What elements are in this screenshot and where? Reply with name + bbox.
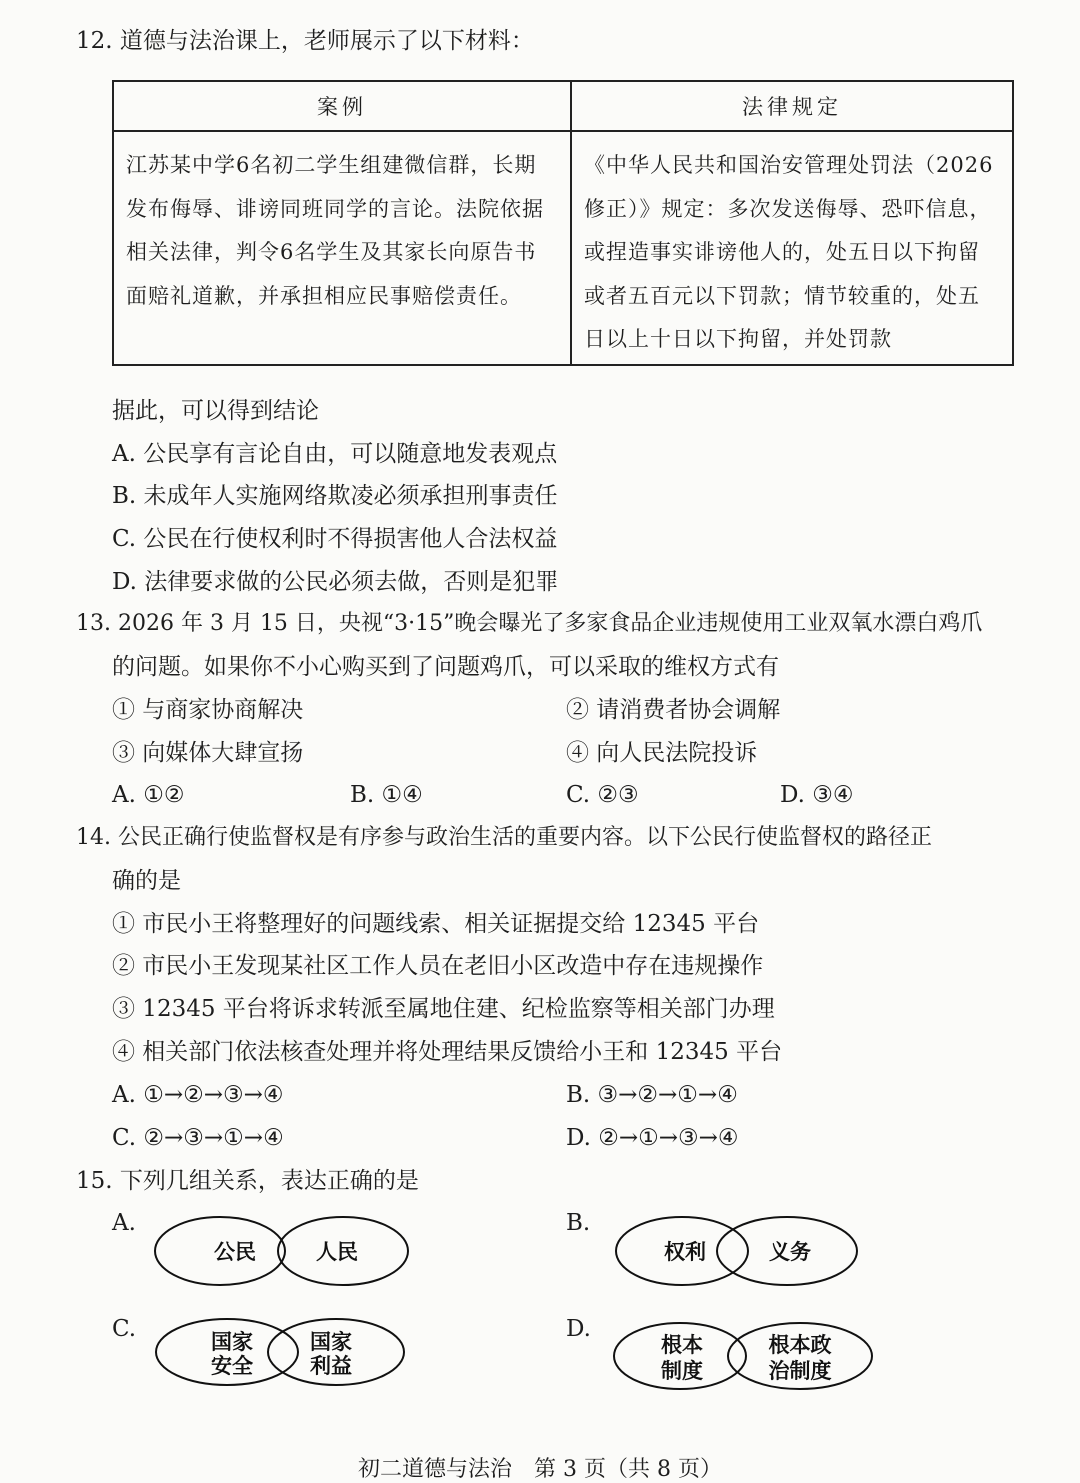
q13-item-4: ④ 向人民法院投诉 xyxy=(566,740,758,766)
q13-item-3: ③ 向媒体大肆宣扬 xyxy=(112,740,304,766)
venn-label-left-1: 根本 xyxy=(661,1333,703,1357)
q13-option-d: D. ③④ xyxy=(780,782,854,808)
venn-label-right: 人民 xyxy=(316,1240,358,1264)
q12-option-d: D. 法律要求做的公民必须去做，否则是犯罪 xyxy=(112,569,559,595)
q15-stem: 15. 下列几组关系，表达正确的是 xyxy=(76,1168,419,1194)
case-cell xyxy=(113,131,571,365)
q12-lead: 据此，可以得到结论 xyxy=(112,398,319,424)
q14-stem-line2: 确的是 xyxy=(112,868,181,894)
law-line: 日以上十日以下拘留，并处罚款 xyxy=(584,327,892,351)
q12-option-a: A. 公民享有言论自由，可以随意地发表观点 xyxy=(112,441,558,467)
law-line: 修正）》规定：多次发送侮辱、恐吓信息， xyxy=(584,196,992,221)
venn-label-right-2: 利益 xyxy=(310,1354,352,1378)
q13-stem-line1: 13. 2026 年 3 月 15 日，央视“3·15”晚会曝光了多家食品企业违规使用工业双氧水漂白鸡爪 xyxy=(76,611,983,636)
venn-label-left: 公民 xyxy=(214,1240,256,1264)
venn-label-left-1: 国家 xyxy=(211,1330,253,1354)
q12-stem: 12. 道德与法治课上，老师展示了以下材料： xyxy=(76,28,534,54)
q13-option-c: C. ②③ xyxy=(566,782,639,808)
q12-material-table xyxy=(112,80,1014,366)
q13-option-b: B. ①④ xyxy=(350,782,423,808)
q13-option-a: A. ①② xyxy=(112,782,185,808)
q14-option-d: D. ②→①→③→④ xyxy=(566,1125,739,1151)
venn-label-right-1: 根本政 xyxy=(768,1333,832,1357)
law-line: 《中华人民共和国治安管理处罚法（2026 xyxy=(584,153,994,177)
venn-label-left-2: 制度 xyxy=(661,1359,703,1383)
page-footer: 初二道德与法治 第 3 页（共 8 页） xyxy=(358,1457,722,1482)
case-line: 江苏某中学6名初二学生组建微信群，长期 xyxy=(126,153,537,177)
q15-diagram-c xyxy=(150,1312,420,1392)
q12-option-b: B. 未成年人实施网络欺凌必须承担刑事责任 xyxy=(112,483,558,509)
q14-option-a: A. ①→②→③→④ xyxy=(112,1082,284,1108)
q15-option-c-letter: C. xyxy=(112,1316,137,1342)
q14-item-4: ④ 相关部门依法核查处理并将处理结果反馈给小王和 12345 平台 xyxy=(112,1039,783,1065)
q14-option-c: C. ②→③→①→④ xyxy=(112,1125,284,1151)
q15-option-a-letter: A. xyxy=(112,1210,136,1236)
venn-label-left: 权利 xyxy=(664,1240,706,1264)
q13-stem-line2: 的问题。如果你不小心购买到了问题鸡爪，可以采取的维权方式有 xyxy=(112,654,779,680)
q14-option-b: B. ③→②→①→④ xyxy=(566,1082,738,1108)
case-line: 相关法律，判令6名学生及其家长向原告书 xyxy=(126,240,537,264)
q15-diagram-d xyxy=(608,1316,878,1396)
q12-option-c: C. 公民在行使权利时不得损害他人合法权益 xyxy=(112,526,558,552)
q14-item-2: ② 市民小王发现某社区工作人员在老旧小区改造中存在违规操作 xyxy=(112,953,764,979)
law-line: 或捏造事实诽谤他人的，处五日以下拘留 xyxy=(584,240,980,264)
q14-stem-line1: 14. 公民正确行使监督权是有序参与政治生活的重要内容。以下公民行使监督权的路径正 xyxy=(76,825,932,850)
q13-item-1: ① 与商家协商解决 xyxy=(112,697,304,723)
case-line: 发布侮辱、诽谤同班同学的言论。法院依据 xyxy=(126,196,544,221)
q15-option-d-letter: D. xyxy=(566,1316,591,1342)
law-cell xyxy=(571,131,1013,365)
venn-label-right-2: 治制度 xyxy=(768,1359,832,1383)
q14-item-1: ① 市民小王将整理好的问题线索、相关证据提交给 12345 平台 xyxy=(112,911,760,937)
table-header-case: 案例 xyxy=(113,81,571,131)
case-line: 面赔礼道歉，并承担相应民事赔偿责任。 xyxy=(126,283,522,308)
venn-label-right-1: 国家 xyxy=(310,1330,352,1354)
table-header-law: 法律规定 xyxy=(571,81,1013,131)
q13-item-2: ② 请消费者协会调解 xyxy=(566,697,781,723)
venn-label-right: 义务 xyxy=(769,1240,811,1264)
q15-diagram-b xyxy=(610,1210,870,1290)
q15-option-b-letter: B. xyxy=(566,1210,591,1236)
venn-label-left-2: 安全 xyxy=(211,1354,253,1378)
law-line: 或者五百元以下罚款；情节较重的，处五 xyxy=(584,283,980,308)
q15-diagram-a xyxy=(150,1210,420,1290)
q14-item-3: ③ 12345 平台将诉求转派至属地住建、纪检监察等相关部门办理 xyxy=(112,996,775,1022)
